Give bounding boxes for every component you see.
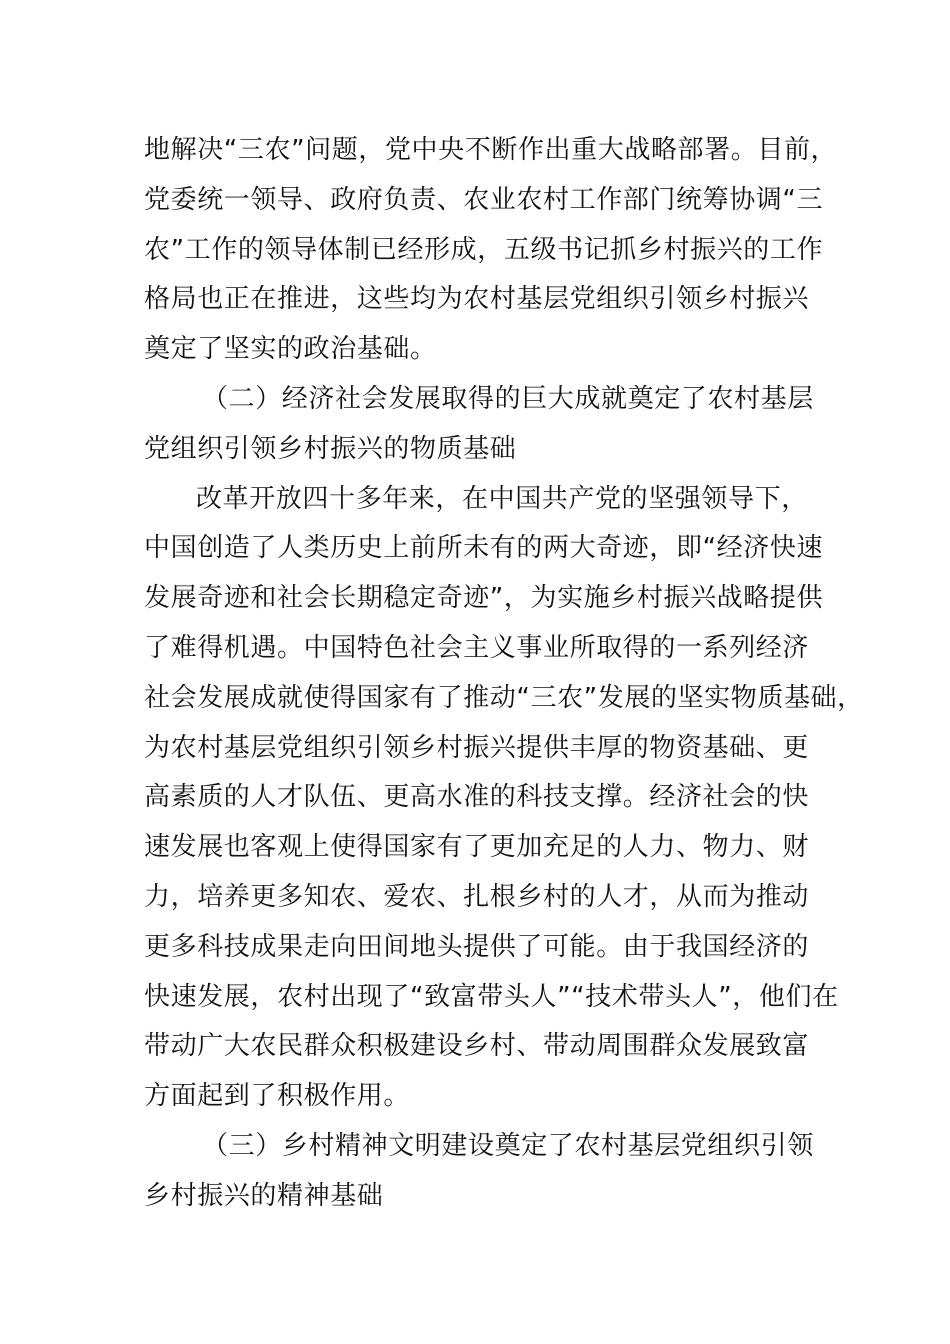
section-heading-line: （三）乡村精神文明建设奠定了农村基层党组织引领 — [202, 1130, 814, 1161]
section-heading-line: （二）经济社会发展取得的巨大成就奠定了农村基层 — [202, 383, 814, 414]
text-line: 了难得机遇。中国特色社会主义事业所取得的一系列经济 — [144, 632, 810, 663]
text-line: 方面起到了积极作用。 — [144, 1081, 411, 1112]
text-line: 发展奇迹和社会长期稳定奇迹”，为实施乡村振兴战略提供 — [144, 583, 824, 614]
text-line: 速发展也客观上使得国家有了更加充足的人力、物力、财 — [144, 832, 810, 863]
text-line: 为农村基层党组织引领乡村振兴提供丰厚的物资基础、更 — [144, 732, 810, 763]
paragraph-first-line: 改革开放四十多年来，在中国共产党的坚强领导下， — [196, 483, 808, 514]
text-line: 地解决“三农”问题，党中央不断作出重大战略部署。目前， — [144, 135, 838, 165]
text-line: 党委统一领导、政府负责、农业农村工作部门统筹协调“三 — [144, 184, 824, 215]
text-line: 力，培养更多知农、爱农、扎根乡村的人才，从而为推动 — [144, 881, 810, 912]
text-line: 带动广大农民群众积极建设乡村、带动周围群众发展致富 — [144, 1031, 810, 1062]
section-heading-line: 党组织引领乡村振兴的物质基础 — [144, 433, 517, 464]
section-heading-line: 乡村振兴的精神基础 — [144, 1180, 384, 1211]
text-line: 农”工作的领导体制已经形成，五级书记抓乡村振兴的工作 — [144, 234, 824, 265]
text-line: 奠定了坚实的政治基础。 — [144, 334, 437, 365]
text-line: 高素质的人才队伍、更高水准的科技支撑。经济社会的快 — [144, 782, 810, 813]
text-line: 社会发展成就使得国家有了推动“三农”发展的坚实物质基础， — [144, 682, 864, 713]
body-text — [144, 126, 864, 1222]
text-line: 快速发展，农村出现了“致富带头人”“技术带头人”，他们在 — [144, 981, 839, 1012]
text-line: 中国创造了人类历史上前所未有的两大奇迹，即“经济快速 — [144, 533, 824, 564]
text-line: 更多科技成果走向田间地头提供了可能。由于我国经济的 — [144, 931, 810, 962]
text-line: 格局也正在推进，这些均为农村基层党组织引领乡村振兴 — [144, 284, 810, 315]
